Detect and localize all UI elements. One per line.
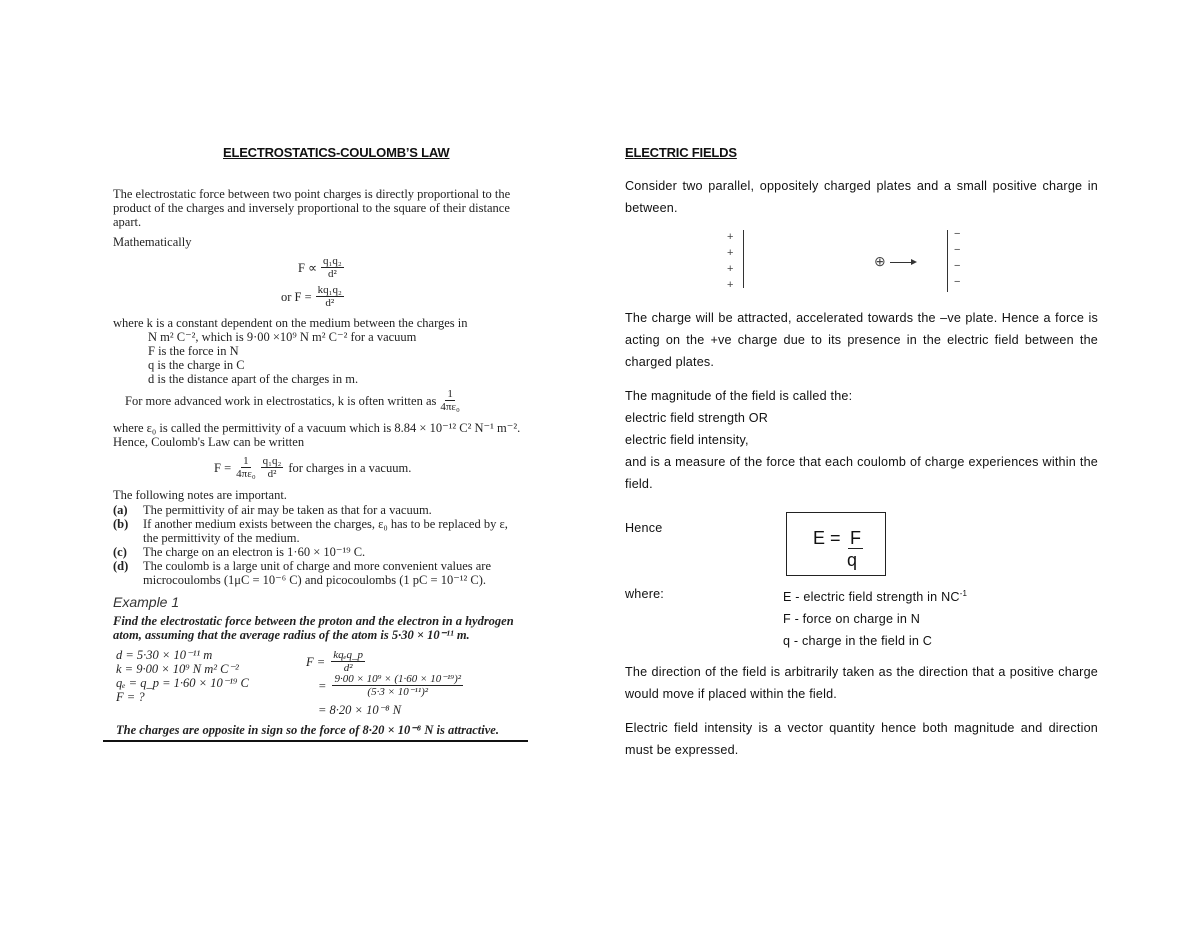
definition-item: q - charge in the field in C — [783, 634, 933, 649]
calc-step-3: = 8·20 × 10⁻⁸ N — [318, 703, 402, 717]
magnitude-line: The magnitude of the field is called the: — [625, 389, 853, 403]
para-attracted: The charge will be attracted, accelerated towards the –ve plate. Hence a force is acting on the +ve charge due to its presence in the electric field between the charged plates. — [625, 311, 1098, 369]
given-line: k = 9·00 × 10⁹ N m² C⁻² — [116, 662, 239, 676]
example-title: Example 1 — [113, 594, 180, 610]
fraction-denominator: 4πε₀ — [236, 468, 256, 480]
para-consider: Consider two parallel, oppositely charged plates and a small positive charge in between. — [625, 179, 1098, 215]
where-line: d is the distance apart of the charges in m. — [148, 372, 359, 386]
note-item — [113, 503, 531, 517]
fraction-numerator: q₁q₂ — [262, 455, 282, 467]
given-line: d = 5·30 × 10⁻¹¹ m — [116, 648, 213, 662]
note-text: The coulomb is a large unit of charge and more convenient values are microcoulombs (1μC = 10⁻⁶ C) and picocoulombs (1 pC = 10⁻¹² C). — [143, 559, 492, 587]
formula-numerator: F — [850, 528, 861, 548]
notes-list — [113, 503, 531, 587]
fraction-numerator: 1 — [447, 388, 453, 400]
negative-signs — [954, 226, 960, 290]
note-label: (a) — [113, 503, 128, 517]
where-label: where: — [625, 587, 664, 601]
fraction-denominator: d² — [267, 468, 277, 480]
fraction-kqeqp-d2 — [331, 650, 365, 674]
minus-sign: − — [954, 276, 961, 288]
coulomb-vacuum-formula — [214, 456, 411, 480]
conclusion-text: The charges are opposite in sign so the force of 8·20 × 10⁻⁸ N is attractive. — [116, 723, 499, 737]
bottom-rule — [103, 740, 528, 742]
magnitude-line: and is a measure of the force that each coulomb of charge experiences within the field. — [625, 455, 1098, 491]
note-item — [113, 545, 531, 559]
given-list — [116, 648, 249, 704]
note-label: (b) — [113, 517, 129, 531]
minus-sign: − — [954, 260, 961, 272]
fraction-calc — [332, 674, 463, 698]
magnitude-block — [625, 385, 1098, 495]
calc-eq: = — [318, 679, 327, 693]
formula-box — [786, 512, 886, 576]
para-vector: Electric field intensity is a vector quantity hence both magnitude and direction must be expressed. — [625, 721, 1098, 757]
fraction-numerator: q₁q₂ — [323, 255, 342, 267]
proportionality-formula — [298, 256, 344, 280]
definition-item: F - force on charge in N — [783, 612, 921, 627]
where-block — [113, 316, 533, 386]
plus-sign: + — [727, 263, 734, 275]
permittivity-line: Hence, Coulomb's Law can be written — [113, 435, 305, 449]
where-line: N m² C⁻², which is 9·00 ×10⁹ N m² C⁻² for a vacuum — [148, 330, 417, 344]
where-line: F is the force in N — [148, 344, 239, 358]
charge-symbol: ⊕ — [874, 253, 886, 269]
note-text: The charge on an electron is 1·60 × 10⁻¹⁹ C. — [143, 545, 366, 559]
minus-sign: − — [954, 228, 961, 240]
note-text: The permittivity of air may be taken as that for a vacuum. — [143, 503, 432, 517]
note-label: (d) — [113, 559, 129, 573]
fraction-denominator: d² — [343, 662, 353, 674]
permittivity-line: where ε₀ is called the permittivity of a vacuum which is 8.84 × 10⁻¹² C² N⁻¹ m⁻². — [113, 421, 521, 435]
fraction-numerator: 1 — [243, 455, 249, 467]
f-prop: F ∝ — [298, 261, 318, 275]
given-line: qₑ = q_p = 1·60 × 10⁻¹⁹ C — [116, 676, 249, 690]
minus-sign: − — [954, 244, 961, 256]
note-text: If another medium exists between the charges, ε₀ has to be replaced by ε, the permittivity of the medium. — [143, 517, 508, 545]
arrow-right-icon — [911, 259, 917, 265]
fraction-kq1q2-d2 — [316, 285, 344, 309]
where-line: q is the charge in C — [148, 358, 245, 372]
fraction-denominator: 4πε₀ — [440, 401, 460, 413]
definitions-list — [783, 583, 967, 652]
fraction-denominator: d² — [327, 268, 337, 280]
positive-plate — [743, 230, 744, 288]
fraction-1-4pieps — [440, 389, 460, 413]
hence-label: Hence — [625, 521, 663, 535]
definition-superscript: -1 — [959, 589, 968, 598]
formula-lhs: E = — [813, 528, 841, 548]
note-item — [113, 559, 531, 587]
example-text: Find the electrostatic force between the proton and the electron in a hydrogen atom, assuming that the average radius of the atom is 5·30 × 10⁻¹¹ m. — [113, 614, 514, 642]
right-heading: ELECTRIC FIELDS — [625, 145, 737, 160]
fraction-denominator: d² — [325, 297, 335, 309]
advanced-text: For more advanced work in electrostatics, k is often written as — [125, 394, 437, 408]
fraction-1-4pieps — [236, 456, 256, 480]
intro-text: The electrostatic force between two point charges is directly proportional to the product of the charges and inversely proportional to the square of their distance apart. — [113, 187, 511, 229]
calc-prefix: F = — [306, 655, 326, 669]
fraction-q1q2-d2 — [261, 456, 284, 480]
plus-sign: + — [727, 279, 734, 291]
fraction-q1q2-d2 — [321, 256, 344, 280]
fraction-numerator: kqₑq_p — [333, 649, 363, 661]
magnitude-line: electric field intensity, — [625, 433, 749, 447]
positive-signs — [727, 229, 733, 293]
plates-diagram — [725, 226, 975, 296]
note-label: (c) — [113, 545, 127, 559]
calc-step-2 — [318, 674, 463, 698]
left-heading: ELECTROSTATICS-COULOMB’S LAW — [223, 145, 450, 160]
formula-denominator: q — [847, 550, 858, 570]
notes-intro: The following notes are important. — [113, 488, 287, 502]
coulomb-prefix: F = — [214, 461, 232, 475]
fraction-denominator: (5·3 × 10⁻¹¹)² — [367, 686, 429, 698]
fraction-numerator: 9·00 × 10⁹ × (1·60 × 10⁻¹⁹)² — [334, 673, 462, 685]
permittivity-block — [113, 421, 533, 449]
f-eq-prefix: or F = — [281, 290, 312, 304]
definition-item — [783, 583, 967, 608]
fraction-numerator: kq₁q₂ — [317, 284, 342, 296]
magnitude-line: electric field strength OR — [625, 411, 769, 425]
coulomb-k-formula — [281, 285, 344, 309]
given-line: F = ? — [116, 690, 145, 704]
calc-step-1 — [306, 650, 365, 674]
force-arrow-line — [890, 262, 912, 263]
negative-plate — [947, 230, 948, 292]
definition-text: E - electric field strength in NC — [783, 590, 960, 605]
note-item — [113, 517, 531, 545]
coulomb-suffix: for charges in a vacuum. — [288, 461, 412, 475]
plus-sign: + — [727, 247, 734, 259]
plus-sign: + — [727, 231, 734, 243]
where-line: where k is a constant dependent on the medium between the charges in — [113, 316, 468, 330]
mathematically-label: Mathematically — [113, 235, 192, 249]
para-direction: The direction of the field is arbitrarily taken as the direction that a positive charge would move if placed within the field. — [625, 665, 1098, 701]
advanced-line — [125, 389, 460, 413]
